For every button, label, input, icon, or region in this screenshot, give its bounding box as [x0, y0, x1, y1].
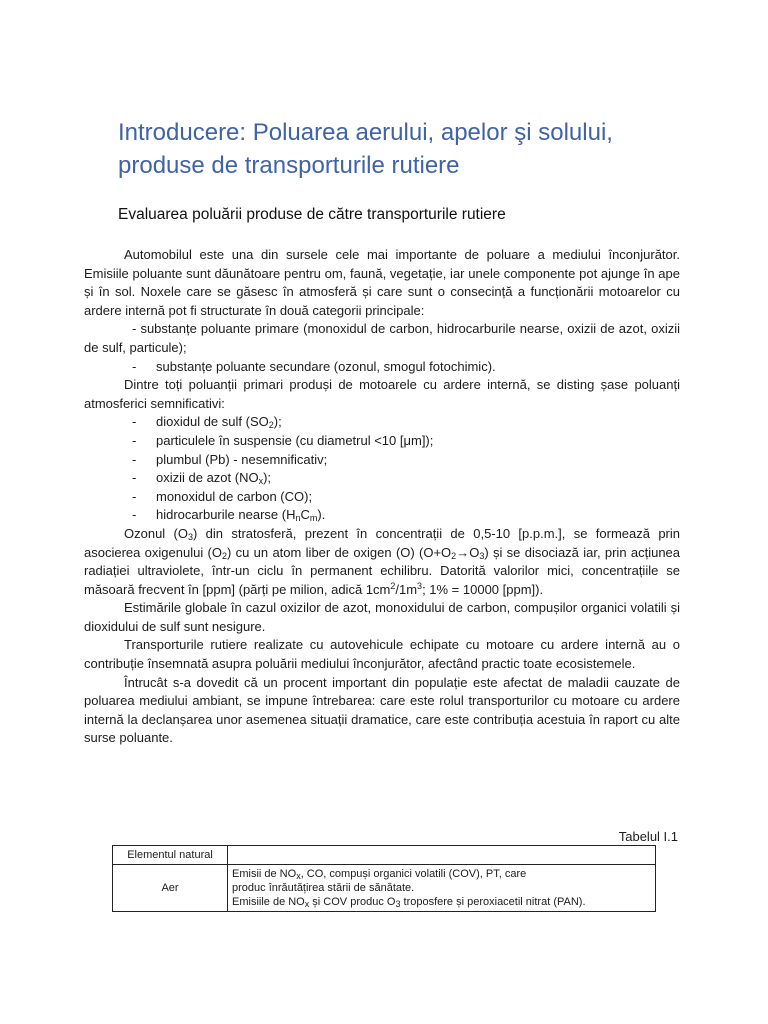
table-cell [228, 865, 656, 912]
table-header-cell [228, 846, 656, 865]
list-dash: - [132, 470, 137, 486]
pollutant-list [84, 413, 680, 525]
list-dash: - [132, 451, 137, 467]
pollution-table [112, 845, 656, 912]
list-item [84, 451, 680, 470]
table-row [113, 865, 656, 912]
list-item [84, 506, 680, 525]
category-secondary [84, 358, 680, 377]
intro-paragraph: Automobilul este una din sursele cele mai importante de poluare a mediului înconjurător. Emisiile poluante sunt dăunătoare pentru om, faună, vegetație, iar unele componente pot ajunge în ape și în sol. Noxele care se găsesc în atmosferă și care sunt o consecință a funcționării motoarelor cu ardere internă pot fi structurate în două categorii principale: [84, 247, 680, 318]
list-dash: - [132, 488, 137, 504]
list-item [84, 432, 680, 451]
list-item-text: dioxidul de sulf $(SO_2)$; [156, 414, 282, 431]
category-secondary-text: substanțe poluante secundare (ozonul, smogul fotochimic). [156, 358, 496, 374]
list-item-text: oxizii de azot $(NO_x)$; [156, 470, 272, 487]
primary-pollutants-intro: Dintre toți poluanții primari produși de motoarele cu ardere internă, se disting șase poluanți atmosferici semnificativi: [84, 377, 680, 411]
list-dash: - [132, 507, 137, 523]
ozone-paragraph: Ozonul $(O_3)$ din stratosferă, prezent în concentrații de 0,5-10 [p.p.m.], se formează prin asocierea oxigenului $(O_2)$ cu un atom liber de oxigen (O) $(O+O_2\to O_3)$ și se disociază iar, prin acțiunea radiației ultraviolete, într-un ciclu în permanent echilibru. Datorită valorilor mici, concentrațiile se măsoară frecvent în [ppm] (părți pe milion, adică $1cm^2/1m^3$; 1% = 10000 [ppm]). [84, 525, 681, 597]
list-item-text: particulele în suspensie (cu diametrul <10 [μm]); [156, 432, 434, 448]
list-item [84, 488, 680, 507]
list-item-text: hidrocarburile nearse $(H_nC_m)$. [156, 507, 326, 524]
section-heading: Evaluarea poluării produse de către transporturile rutiere [118, 206, 506, 223]
page-title: Introducere: Poluarea aerului, apelor şi solului, produse de transporturile rutiere [118, 119, 613, 179]
list-dash: - [132, 432, 137, 448]
list-dash: - [132, 358, 137, 374]
table-header-row [113, 846, 656, 865]
list-dash: - [132, 414, 137, 430]
list-item-text: plumbul (Pb) - nesemnificativ; [156, 451, 328, 467]
list-item [84, 413, 680, 432]
cell-line: Emisii de $NO_x$, CO, compuși organici volatili (COV), PT, care [232, 868, 527, 881]
table-caption: Tabelul I.1 [618, 829, 678, 844]
health-paragraph: Întrucât s-a dovedit că un procent important din populație este afectat de maladii cauzate de poluarea mediului ambiant, se impune întrebarea: care este rolul transporturilor cu motoare cu ardere internă la declanșarea unor asemenea situații dramatice, care este contribuția acestuia în raport cu alte surse poluante. [84, 674, 680, 746]
table-cell: Aer [113, 865, 228, 912]
cell-line: produc înrăutățirea stării de sănătate. [232, 882, 415, 894]
estimates-paragraph: Estimările globale în cazul oxizilor de azot, monoxidului de carbon, compușilor organici volatili și dioxidului de sulf sunt nesigure. [84, 600, 680, 634]
transport-paragraph: Transporturile rutiere realizate cu autovehicule echipate cu motoare cu ardere internă au o contribuție însemnată asupra poluării mediului înconjurător, afectând practic toate ecosistemele. [84, 637, 680, 672]
cell-line: Emisiile de $NO_x$ și COV produc $O_3$ troposfere și peroxiacetil nitrat (PAN). [232, 896, 586, 909]
document-body [84, 246, 680, 748]
list-item-text: monoxidul de carbon (CO); [156, 488, 313, 504]
list-item [84, 469, 680, 488]
table-header-cell: Elementul natural [113, 846, 228, 865]
category-primary: - substanțe poluante primare (monoxidul de carbon, hidrocarburile nearse, oxizii de azot, oxizii de sulf, particule); [84, 321, 680, 355]
